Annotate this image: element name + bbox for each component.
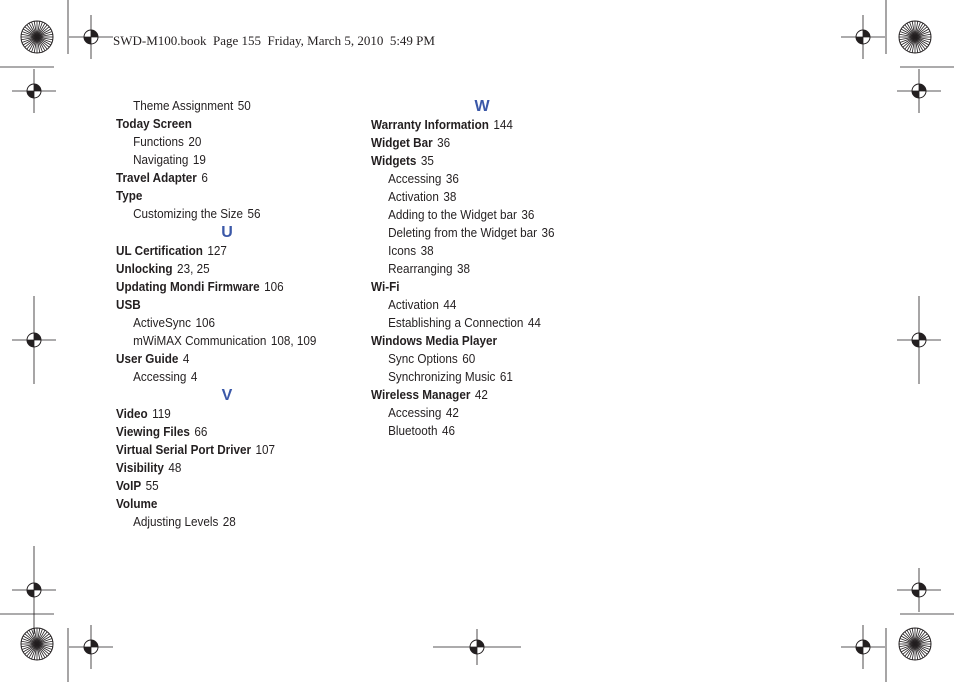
index-subentry	[371, 422, 587, 440]
index-subentry	[371, 188, 587, 206]
index-entry	[116, 495, 332, 513]
index-subentry	[116, 97, 332, 115]
index-term: UL Certification	[116, 243, 203, 258]
index-page-numbers: 36	[521, 207, 535, 222]
index-subentry	[116, 314, 332, 332]
index-subentry	[371, 314, 587, 332]
index-term: mWiMAX Communication	[133, 333, 267, 348]
index-entry	[371, 332, 587, 350]
index-subentry	[371, 260, 587, 278]
index-entry	[116, 350, 332, 368]
index-term: VoIP	[116, 478, 142, 493]
index-entry	[116, 405, 332, 423]
index-entry	[116, 477, 332, 495]
index-column-left	[116, 97, 356, 531]
index-page-numbers: 42	[445, 405, 459, 420]
index-page-numbers: 36	[541, 225, 555, 240]
index-page-numbers: 38	[443, 189, 457, 204]
index-term: Windows Media Player	[371, 333, 498, 348]
index-subentry	[371, 206, 587, 224]
index-entry	[116, 187, 332, 205]
index-subentry	[371, 350, 587, 368]
index-subentry	[371, 404, 587, 422]
index-page-numbers: 44	[443, 297, 457, 312]
index-entry	[371, 278, 587, 296]
index-subentry	[116, 368, 332, 386]
index-subentry	[116, 513, 332, 531]
index-term: Theme Assignment	[133, 98, 234, 113]
index-entry	[371, 134, 587, 152]
index-page-numbers: 23, 25	[177, 261, 210, 276]
index-term: Deleting from the Widget bar	[388, 225, 538, 240]
index-term: Activation	[388, 297, 439, 312]
index-term: Accessing	[388, 405, 442, 420]
index-page-numbers: 38	[456, 261, 471, 276]
index-subentry	[371, 368, 587, 386]
index-term: Customizing the Size	[133, 206, 244, 221]
index-column-right	[371, 97, 611, 440]
index-term: Updating Mondi Firmware	[116, 279, 260, 294]
index-term: Video	[116, 406, 148, 421]
index-entry	[116, 423, 332, 441]
index-term: Wi-Fi	[371, 279, 400, 294]
index-term: Navigating	[133, 152, 189, 167]
index-page-numbers: 38	[420, 243, 434, 258]
index-term: Unlocking	[116, 261, 173, 276]
index-term: Wireless Manager	[371, 387, 471, 402]
index-page-numbers: 60	[462, 351, 476, 366]
index-entry	[116, 296, 332, 314]
index-term: Widget Bar	[371, 135, 433, 150]
index-entry	[116, 115, 332, 133]
index-term: Bluetooth	[388, 423, 438, 438]
index-entry	[371, 152, 587, 170]
index-page-numbers: 107	[255, 442, 276, 457]
index-page-numbers: 106	[264, 279, 284, 294]
index-term: Establishing a Connection	[388, 315, 524, 330]
index-subentry	[371, 170, 587, 188]
index-page-numbers: 48	[168, 460, 182, 475]
index-page-numbers: 46	[442, 423, 456, 438]
index-page-numbers: 44	[527, 315, 541, 330]
index-subentry	[116, 151, 332, 169]
index-entry	[371, 386, 587, 404]
index-section-letter: V	[221, 387, 233, 404]
index-page-numbers: 4	[182, 351, 190, 366]
index-page-numbers: 50	[237, 98, 251, 113]
index-term: USB	[116, 297, 141, 312]
index-subentry	[371, 224, 587, 242]
index-entry	[116, 260, 332, 278]
index-entry	[371, 116, 587, 134]
index-term: Viewing Files	[116, 424, 190, 439]
index-term: Synchronizing Music	[388, 369, 496, 384]
index-term: Warranty Information	[371, 117, 489, 132]
print-header: SWD-M100.book Page 155 Friday, March 5, 2010 5:49 PM	[113, 33, 435, 48]
index-page-numbers: 55	[145, 478, 159, 493]
index-page-numbers: 4	[190, 369, 198, 384]
index-page-numbers: 36	[445, 171, 459, 186]
index-page-numbers: 61	[499, 369, 513, 384]
index-page-numbers: 42	[474, 387, 488, 402]
index-term: Adjusting Levels	[133, 514, 219, 529]
index-term: Icons	[388, 243, 417, 258]
index-term: Accessing	[133, 369, 187, 384]
index-term: Adding to the Widget bar	[388, 207, 517, 222]
index-term: Accessing	[388, 171, 442, 186]
index-term: Virtual Serial Port Driver	[116, 442, 252, 457]
index-subentry	[371, 242, 587, 260]
index-term: User Guide	[116, 351, 179, 366]
index-page-numbers: 35	[420, 153, 434, 168]
index-subentry	[371, 296, 587, 314]
index-term: Widgets	[371, 153, 417, 168]
index-entry	[116, 459, 332, 477]
index-page-numbers: 119	[152, 406, 171, 421]
index-page-numbers: 28	[222, 514, 236, 529]
index-entry	[116, 278, 332, 296]
index-page-numbers: 36	[437, 135, 451, 150]
index-term: Functions	[133, 134, 184, 149]
index-subentry	[116, 205, 332, 223]
index-page-numbers: 56	[247, 206, 261, 221]
index-page-numbers: 6	[201, 170, 208, 185]
index-page-numbers: 144	[493, 117, 513, 132]
index-page-numbers: 108, 109	[270, 333, 317, 348]
index-subentry	[116, 133, 332, 151]
index-page-numbers: 106	[195, 315, 216, 330]
index-term: ActiveSync	[133, 315, 191, 330]
index-term: Sync Options	[388, 351, 458, 366]
index-page-numbers: 66	[194, 424, 208, 439]
index-term: Activation	[388, 189, 439, 204]
index-entry	[116, 441, 332, 459]
index-section-letter: U	[221, 224, 233, 241]
index-section-letter: W	[474, 98, 490, 115]
index-entry	[116, 242, 332, 260]
index-subentry	[116, 332, 332, 350]
index-page-numbers: 20	[188, 134, 202, 149]
index-term: Travel Adapter	[116, 170, 197, 185]
index-term: Volume	[116, 496, 158, 511]
index-entry	[116, 169, 332, 187]
index-page-numbers: 19	[192, 152, 206, 167]
index-term: Type	[116, 188, 143, 203]
index-term: Rearranging	[388, 261, 453, 276]
index-term: Today Screen	[116, 116, 192, 131]
index-page-numbers: 127	[207, 243, 227, 258]
index-term: Visibility	[116, 460, 164, 475]
